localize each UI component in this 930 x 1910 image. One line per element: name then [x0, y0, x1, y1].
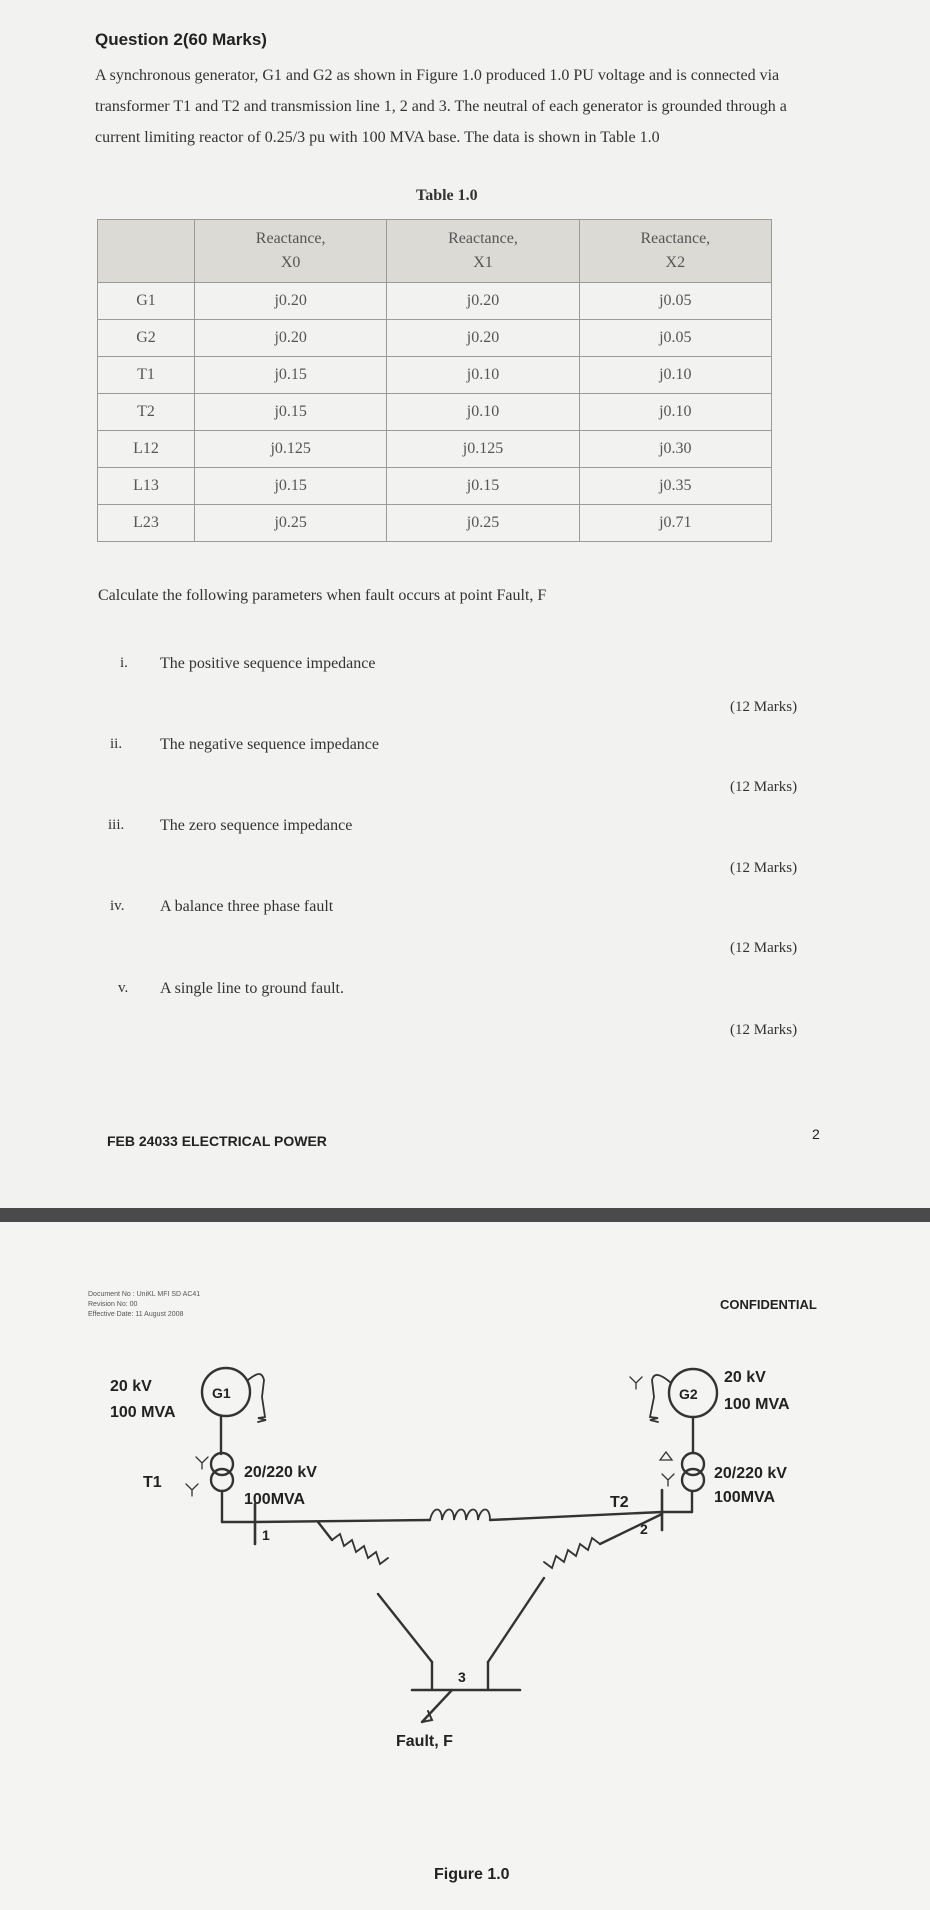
cell-x1: j0.25: [387, 505, 579, 542]
t1-mva: 100MVA: [244, 1491, 306, 1508]
t2-coil-top: [682, 1453, 704, 1475]
fault-arrow: [422, 1690, 452, 1722]
cell-x0: j0.20: [195, 320, 387, 357]
line-12-right: [490, 1512, 662, 1520]
table-header-row: [98, 220, 772, 283]
t2-label: T2: [610, 1494, 629, 1511]
item-text: The negative sequence impedance: [160, 736, 379, 753]
header-x0: Reactance, X0: [195, 220, 387, 283]
cell-x0: j0.15: [195, 468, 387, 505]
cell-x2: j0.35: [579, 468, 771, 505]
line-13-top: [318, 1522, 332, 1540]
item-number: iv.: [110, 898, 125, 914]
table-row: [98, 505, 772, 542]
calculation-intro: Calculate the following parameters when fault occurs at point Fault, F: [98, 587, 547, 604]
power-system-figure: [0, 1222, 930, 1910]
reactance-table: [97, 219, 772, 542]
line-13-coil: [332, 1534, 388, 1564]
cell-x1: j0.10: [387, 394, 579, 431]
header-x2: Reactance, X2: [579, 220, 771, 283]
item-number: v.: [118, 980, 129, 996]
item-number: iii.: [108, 817, 125, 833]
row-label: L13: [98, 468, 195, 505]
item-text: The zero sequence impedance: [160, 817, 353, 834]
item-number: i.: [120, 655, 128, 671]
question-paragraph: A synchronous generator, G1 and G2 as shown in Figure 1.0 produced 1.0 PU voltage and is connected via transformer T1 and T2 and transmission line 1, 2 and 3. The neutral of each generator is grounded through a current limiting reactor of 0.25/3 pu with 100 MVA base. The data is shown in Table 1.0: [95, 67, 787, 146]
course-footer: FEB 24033 ELECTRICAL POWER: [107, 1133, 327, 1149]
cell-x2: j0.10: [579, 357, 771, 394]
cell-x2: j0.05: [579, 283, 771, 320]
t2-delta-symbol: [660, 1452, 672, 1460]
row-label: G1: [98, 283, 195, 320]
item-marks: (12 Marks): [730, 1022, 798, 1038]
cell-x2: j0.10: [579, 394, 771, 431]
bus-3-label: 3: [458, 1669, 466, 1685]
table-row: [98, 431, 772, 468]
t1-label: T1: [143, 1474, 162, 1491]
item-marks: (12 Marks): [730, 699, 798, 715]
page-divider: [0, 1208, 930, 1222]
table-row: [98, 320, 772, 357]
t1-wye-symbol: [186, 1484, 198, 1496]
item-marks: (12 Marks): [730, 779, 798, 795]
cell-x1: j0.10: [387, 357, 579, 394]
item-number: ii.: [110, 736, 123, 752]
line-13-bottom: [378, 1594, 432, 1662]
header-blank-cell: [98, 220, 195, 283]
g1-voltage: 20 kV: [110, 1378, 152, 1395]
bus-2-label: 2: [640, 1521, 648, 1537]
g2-mva: 100 MVA: [724, 1396, 790, 1413]
bus-1-label: 1: [262, 1527, 270, 1543]
page-number: 2: [812, 1126, 820, 1142]
cell-x0: j0.15: [195, 394, 387, 431]
question-title: Question 2(60 Marks): [95, 30, 267, 49]
line-12-coil: [430, 1510, 490, 1521]
table-row: [98, 394, 772, 431]
g2-label: G2: [679, 1386, 698, 1402]
row-label: G2: [98, 320, 195, 357]
cell-x2: j0.30: [579, 431, 771, 468]
item-text: A single line to ground fault.: [160, 980, 344, 997]
g1-label: G1: [212, 1385, 231, 1401]
t2-mva: 100MVA: [714, 1489, 776, 1506]
row-label: T2: [98, 394, 195, 431]
item-marks: (12 Marks): [730, 860, 798, 876]
g2-neutral-reactor: [650, 1375, 670, 1422]
table-caption: Table 1.0: [416, 187, 478, 204]
cell-x1: j0.20: [387, 320, 579, 357]
t1-coil-bottom: [211, 1469, 233, 1491]
line-23-coil: [544, 1538, 600, 1568]
item-text: A balance three phase fault: [160, 898, 334, 915]
cell-x1: j0.15: [387, 468, 579, 505]
confidential-label: CONFIDENTIAL: [720, 1297, 817, 1312]
t1-rating: 20/220 kV: [244, 1464, 317, 1481]
g1-neutral-reactor: [248, 1374, 266, 1422]
figure-caption: Figure 1.0: [434, 1866, 510, 1883]
g2-voltage: 20 kV: [724, 1369, 766, 1386]
t1-wye-symbol: [196, 1457, 208, 1469]
cell-x0: j0.25: [195, 505, 387, 542]
table-row: [98, 357, 772, 394]
fault-label: Fault, F: [396, 1733, 453, 1750]
cell-x0: j0.125: [195, 431, 387, 468]
line-12-left: [255, 1520, 430, 1522]
header-x1: Reactance, X1: [387, 220, 579, 283]
cell-x0: j0.15: [195, 357, 387, 394]
table-row: [98, 283, 772, 320]
row-label: L23: [98, 505, 195, 542]
doc-number: Document No : UniKL MFI SD AC41: [88, 1291, 201, 1298]
item-marks: (12 Marks): [730, 940, 798, 956]
item-text: The positive sequence impedance: [160, 655, 376, 672]
table-row: [98, 468, 772, 505]
revision-number: Revision No: 00: [88, 1301, 138, 1308]
g1-mva: 100 MVA: [110, 1404, 176, 1421]
line-23-bottom: [488, 1578, 544, 1662]
effective-date: Effective Date: 11 August 2008: [88, 1311, 184, 1318]
t2-rating: 20/220 kV: [714, 1465, 787, 1482]
line-23-top: [600, 1514, 662, 1544]
cell-x1: j0.20: [387, 283, 579, 320]
cell-x0: j0.20: [195, 283, 387, 320]
cell-x2: j0.71: [579, 505, 771, 542]
t2-wye-symbol: [662, 1474, 674, 1486]
row-label: T1: [98, 357, 195, 394]
g2-wye-symbol: [630, 1377, 642, 1389]
row-label: L12: [98, 431, 195, 468]
cell-x2: j0.05: [579, 320, 771, 357]
cell-x1: j0.125: [387, 431, 579, 468]
